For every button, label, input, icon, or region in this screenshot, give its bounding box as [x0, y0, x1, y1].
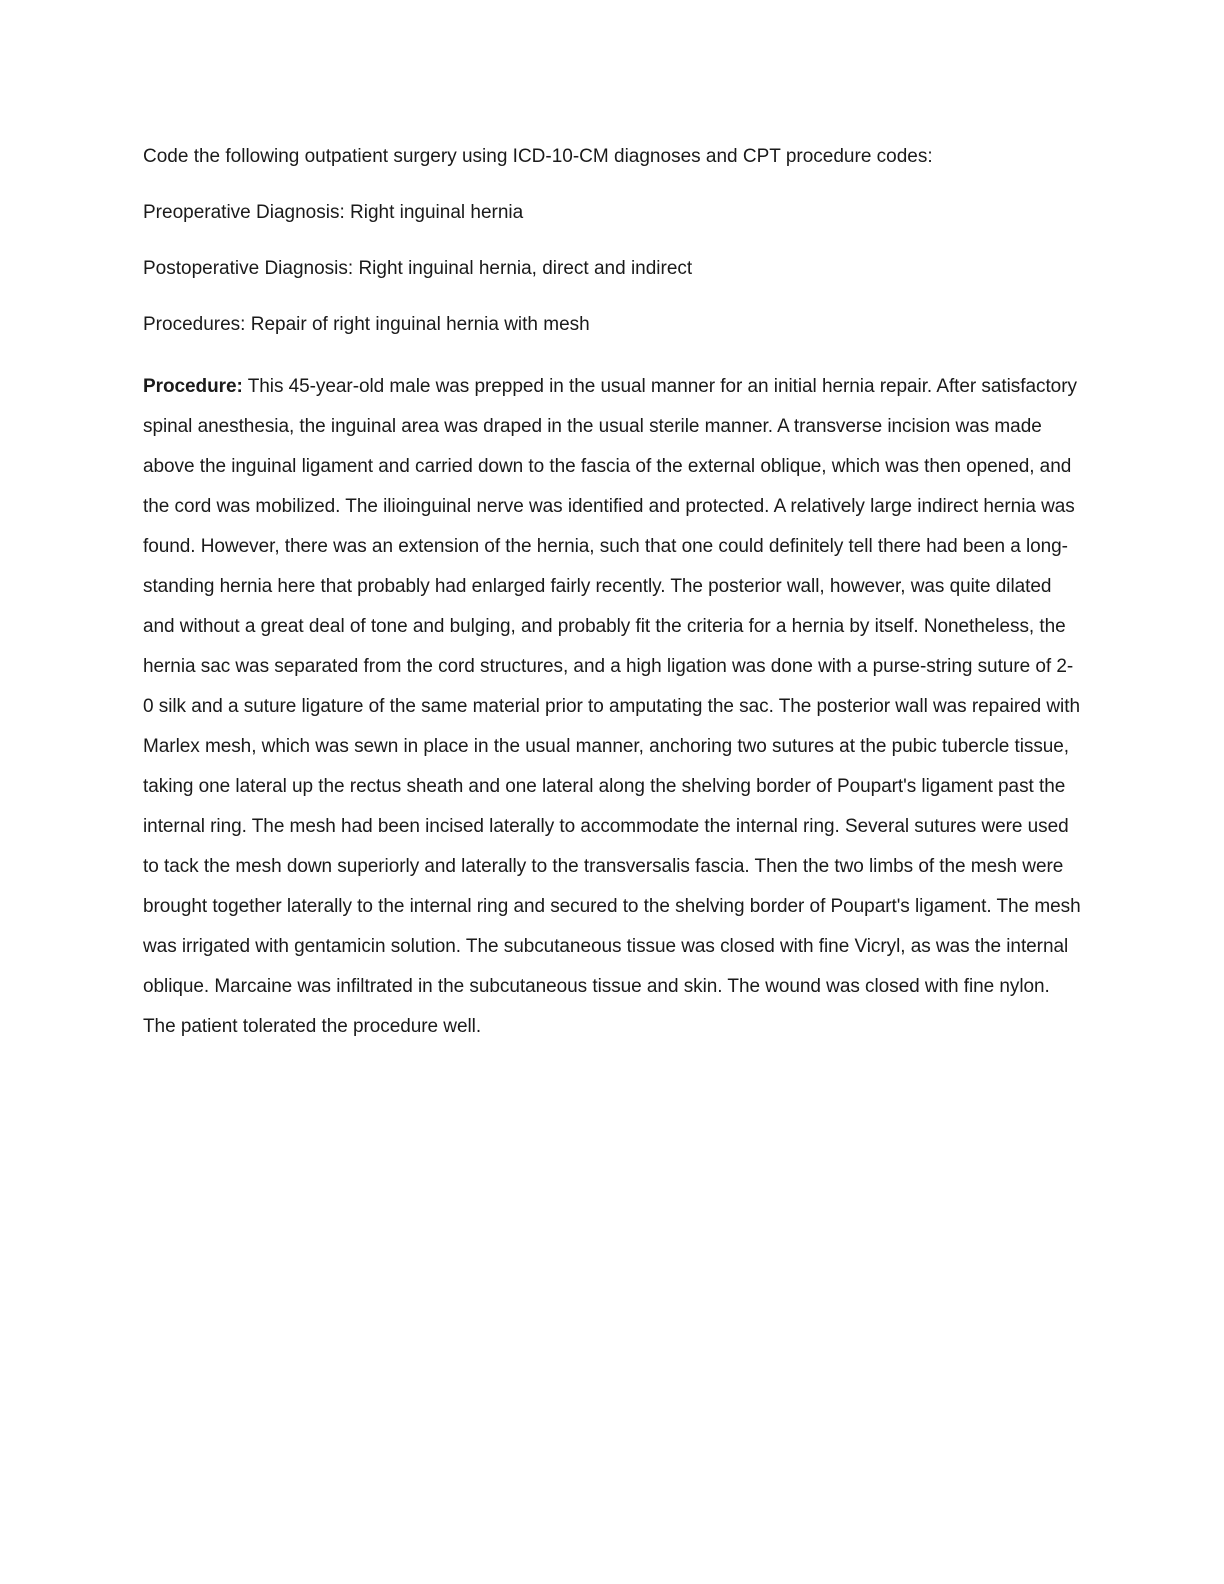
instruction-text: Code the following outpatient surgery using ICD-10-CM diagnoses and CPT procedure codes: [143, 146, 933, 167]
postoperative-diagnosis: Postoperative Diagnosis: Right inguinal hernia, direct and indirect [143, 258, 693, 279]
procedure-text: This 45-year-old male was prepped in the usual manner for an initial hernia repair. After satisfactory spinal anesthesia, the inguinal area was draped in the usual sterile manner. A transverse incision was made above the inguinal ligament and carried down to the fascia of the external oblique, which was then opened, and the cord was mobilized. The ilioinguinal nerve was identified and protected. A relatively large indirect hernia was found. However, there was an extension of the hernia, such that one could definitely tell there had been a long-standing hernia here that probably had enlarged fairly recently. The posterior wall, however, was quite dilated and without a great deal of tone and bulging, and probably fit the criteria for a hernia by itself. Nonetheless, the hernia sac was separated from the cord structures, and a high ligation was done with a purse-string suture of 2-0 silk and a suture ligature of the same material prior to amputating the sac. The posterior wall was repaired with Marlex mesh, which was sewn in place in the usual manner, anchoring two sutures at the pubic tubercle tissue, taking one lateral up the rectus sheath and one lateral along the shelving border of Poupart's ligament past the internal ring. The mesh had been incised laterally to accommodate the internal ring. Several sutures were used to tack the mesh down superiorly and laterally to the transversalis fascia. Then the two limbs of the mesh were brought together laterally to the internal ring and secured to the shelving border of Poupart's ligament. The mesh was irrigated with gentamicin solution. The subcutaneous tissue was closed with fine Vicryl, as was the internal oblique. Marcaine was infiltrated in the subcutaneous tissue and skin. The wound was closed with fine nylon. The patient tolerated the procedure well. [143, 376, 1081, 1037]
procedure-paragraph [143, 367, 1083, 1047]
document-content [143, 143, 1083, 1047]
preoperative-diagnosis: Preoperative Diagnosis: Right inguinal hernia [143, 202, 524, 223]
procedures-line: Procedures: Repair of right inguinal hernia with mesh [143, 314, 590, 335]
procedure-label: Procedure: [143, 376, 243, 397]
